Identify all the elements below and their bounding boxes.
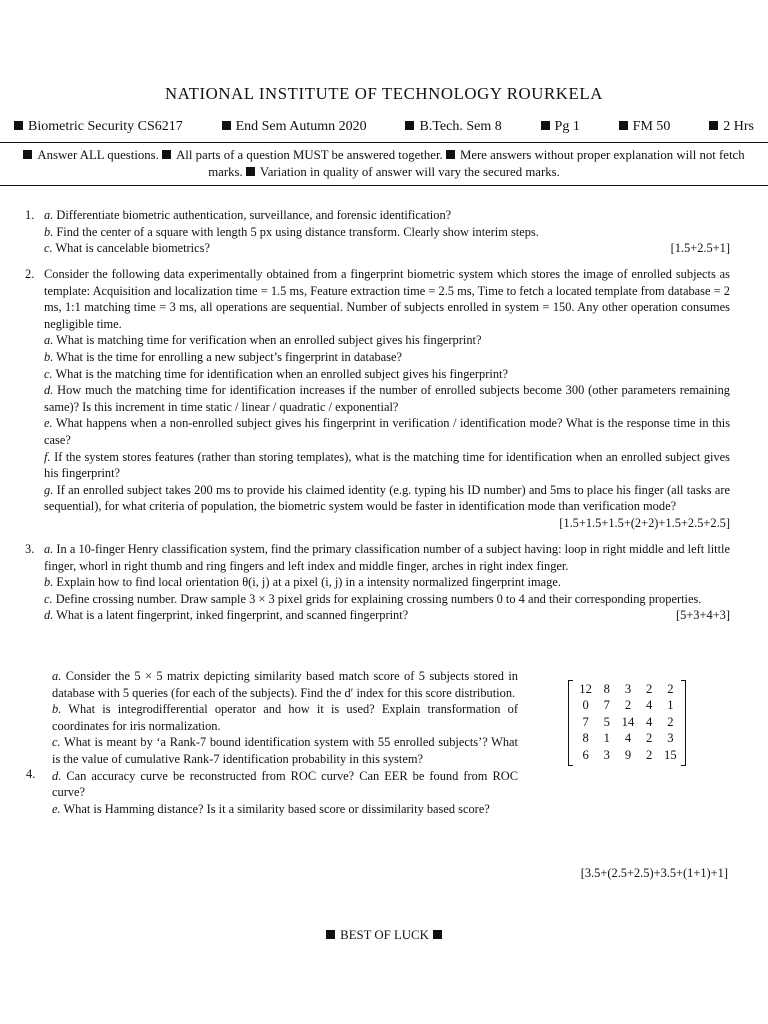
matrix-cell: 2: [667, 682, 674, 696]
matrix-row: [575, 681, 681, 697]
matrix-cell: 12: [579, 682, 592, 696]
matrix-cell: 3: [624, 682, 632, 696]
matrix-cell: 3: [667, 731, 674, 746]
matrix-cell: 2: [646, 682, 653, 696]
matrix-row: [575, 697, 681, 713]
matrix-cell: 15: [664, 747, 677, 762]
question-3: [25, 541, 730, 624]
matrix-cell: 8: [582, 731, 589, 746]
square-bullet-icon: [709, 121, 718, 130]
question-2: [25, 266, 731, 532]
square-bullet-icon: [14, 121, 23, 130]
question-number: 4.: [26, 767, 36, 781]
info-course: Biometric Security CS6217: [14, 119, 183, 136]
matrix-row: [575, 714, 681, 730]
question-part: b. Explain how to find local orientation θ(i, j) at a pixel (i, j) in a intensity normalized fingerprint image.: [44, 575, 561, 590]
matrix-row: [575, 730, 681, 746]
info-duration: 2 Hrs: [709, 119, 754, 136]
matrix-cell: 7: [582, 714, 589, 729]
question-part: b. Find the center of a square with length 5 px using distance transform. Clearly show interim steps.: [44, 224, 539, 239]
header-divider: [0, 142, 768, 143]
info-full-marks: FM 50: [619, 119, 671, 136]
matrix-cell: 2: [646, 731, 653, 746]
square-bullet-icon: [222, 121, 231, 130]
square-bullet-icon: [162, 150, 171, 159]
marks-q4: [3.5+(2.5+2.5)+3.5+(1+1)+1]: [580, 866, 728, 880]
question-part: a. Consider the 5 × 5 matrix depicting similarity based match score of 5 subjects stored in database with 5 queries (for each of the subjects). Find the d′ index for this score distribution.: [52, 669, 518, 700]
question-part: f. If the system stores features (rather than storing templates), what is the matching time for identification when an enrolled subject gives his fingerprint?: [44, 449, 730, 481]
square-bullet-icon: [433, 930, 442, 939]
square-bullet-icon: [446, 150, 455, 159]
question-number: 3.: [25, 542, 35, 556]
info-page: Pg 1: [541, 119, 580, 136]
matrix-cell: 4: [624, 731, 632, 746]
square-bullet-icon: [23, 150, 32, 159]
matrix-cell: 5: [603, 714, 610, 729]
marks-q1: [1.5+2.5+1]: [670, 241, 730, 256]
instructions-divider: [0, 185, 768, 186]
question-part: b. What is the time for enrolling a new subject’s fingerprint in database?: [44, 349, 402, 364]
question-part: d. Can accuracy curve be reconstructed from ROC curve? Can EER be found from ROC curve?: [52, 768, 518, 800]
matrix-cell: 2: [646, 747, 653, 762]
matrix-cell: 2: [667, 714, 674, 729]
matrix-cell: 9: [624, 747, 632, 762]
marks-q2: [1.5+1.5+1.5+(2+2)+1.5+2.5+2.5]: [559, 515, 730, 530]
question-part: d. How much the matching time for identification increases if the number of enrolled subjects become 300 (other parameters remaining same)? Is this increment in time static / linear / quadratic / exponential?: [44, 383, 730, 414]
matrix-grid: [575, 681, 681, 763]
footer-best-of-luck: BEST OF LUCK: [0, 927, 768, 944]
score-matrix: [568, 680, 686, 764]
square-bullet-icon: [541, 121, 550, 130]
matrix-cell: 2: [624, 698, 632, 713]
square-bullet-icon: [405, 121, 414, 130]
question-part: b. What is integrodifferential operator and how it is used? Explain transformation of coordinates for iris normalization.: [52, 702, 518, 733]
exam-info-bar: [14, 119, 754, 136]
question-number: 2.: [25, 267, 35, 281]
question-number: 1.: [25, 208, 35, 222]
question-intro: Consider the following data experimentally obtained from a fingerprint biometric system which stores the image of enrolled subjects as template: Acquisition and localization time = 1.5 ms, Feature extraction time = 2.5 ms, Time to fetch a located template from database = 2 ms, 1:1 matching time = 3 ms, all operations are sequential. Number of subjects enrolled in system = 150. Any other operation consumes negligible time.: [44, 267, 730, 331]
instructions: Answer ALL questions. All parts of a question MUST be answered together. Mere answers without proper explanation will not fetch marks. Variation in quality of answer will vary the secured marks.: [10, 147, 758, 181]
matrix-row: [575, 747, 681, 763]
matrix-cell: 6: [582, 747, 589, 762]
question-4: [52, 668, 518, 817]
marks-q3: [5+3+4+3]: [676, 608, 730, 623]
question-part: a. In a 10-finger Henry classification system, find the primary classification number of a subject having: loop in right middle and left little finger, whorl in right thumb and ring fingers and left index and middle finger, arches in right index finger.: [44, 542, 730, 573]
question-part: d. What is a latent fingerprint, inked fingerprint, and scanned fingerprint? [5+3+4+3]: [44, 608, 730, 623]
question-part: e. What happens when a non-enrolled subject gives his fingerprint in verification / identification mode? What is the response time in this case?: [44, 416, 731, 447]
question-part: a. Differentiate biometric authentication, surveillance, and forensic identification?: [44, 208, 452, 222]
question-part: c. What is cancelable biometrics? [1.5+2.5+1]: [44, 241, 730, 256]
matrix-cell: 1: [603, 731, 610, 746]
institute-title: NATIONAL INSTITUTE OF TECHNOLOGY ROURKELA: [165, 84, 603, 103]
matrix-cell: 7: [603, 698, 610, 713]
matrix-cell: 4: [646, 714, 653, 729]
square-bullet-icon: [326, 930, 335, 939]
matrix-cell: 14: [621, 714, 635, 729]
square-bullet-icon: [246, 167, 255, 176]
question-part: a. What is matching time for verification when an enrolled subject gives his fingerprint?: [44, 333, 482, 348]
info-program: B.Tech. Sem 8: [405, 119, 501, 136]
info-exam: End Sem Autumn 2020: [222, 119, 367, 136]
matrix-right-bracket: [681, 680, 686, 766]
question-part: g. If an enrolled subject takes 200 ms to provide his claimed identity (e.g. typing his ID number) and 5ms to place his finger (all tasks are sequential), for what criteria of population, the biometric system would be faster in identification mode than verification mode?: [44, 482, 730, 514]
question-part: c. What is the matching time for identification when an enrolled subject gives his fingerprint?: [44, 366, 508, 381]
matrix-left-bracket: [568, 680, 573, 766]
question-part: c. Define crossing number. Draw sample 3 × 3 pixel grids for explaining crossing numbers 0 to 4 and their corresponding properties.: [44, 591, 702, 606]
matrix-cell: 4: [646, 698, 653, 713]
matrix-cell: 0: [582, 698, 589, 713]
square-bullet-icon: [619, 121, 628, 130]
matrix-cell: 8: [603, 682, 610, 696]
question-part: e. What is Hamming distance? Is it a similarity based score or dissimilarity based score?: [52, 801, 490, 816]
question-1: [25, 207, 730, 257]
matrix-cell: 1: [667, 698, 674, 713]
question-part: c. What is meant by ‘a Rank-7 bound identification system with 55 enrolled subjects’? What is the value of cumulative Rank-7 identification probability in this system?: [52, 735, 519, 766]
matrix-cell: 3: [603, 747, 610, 762]
